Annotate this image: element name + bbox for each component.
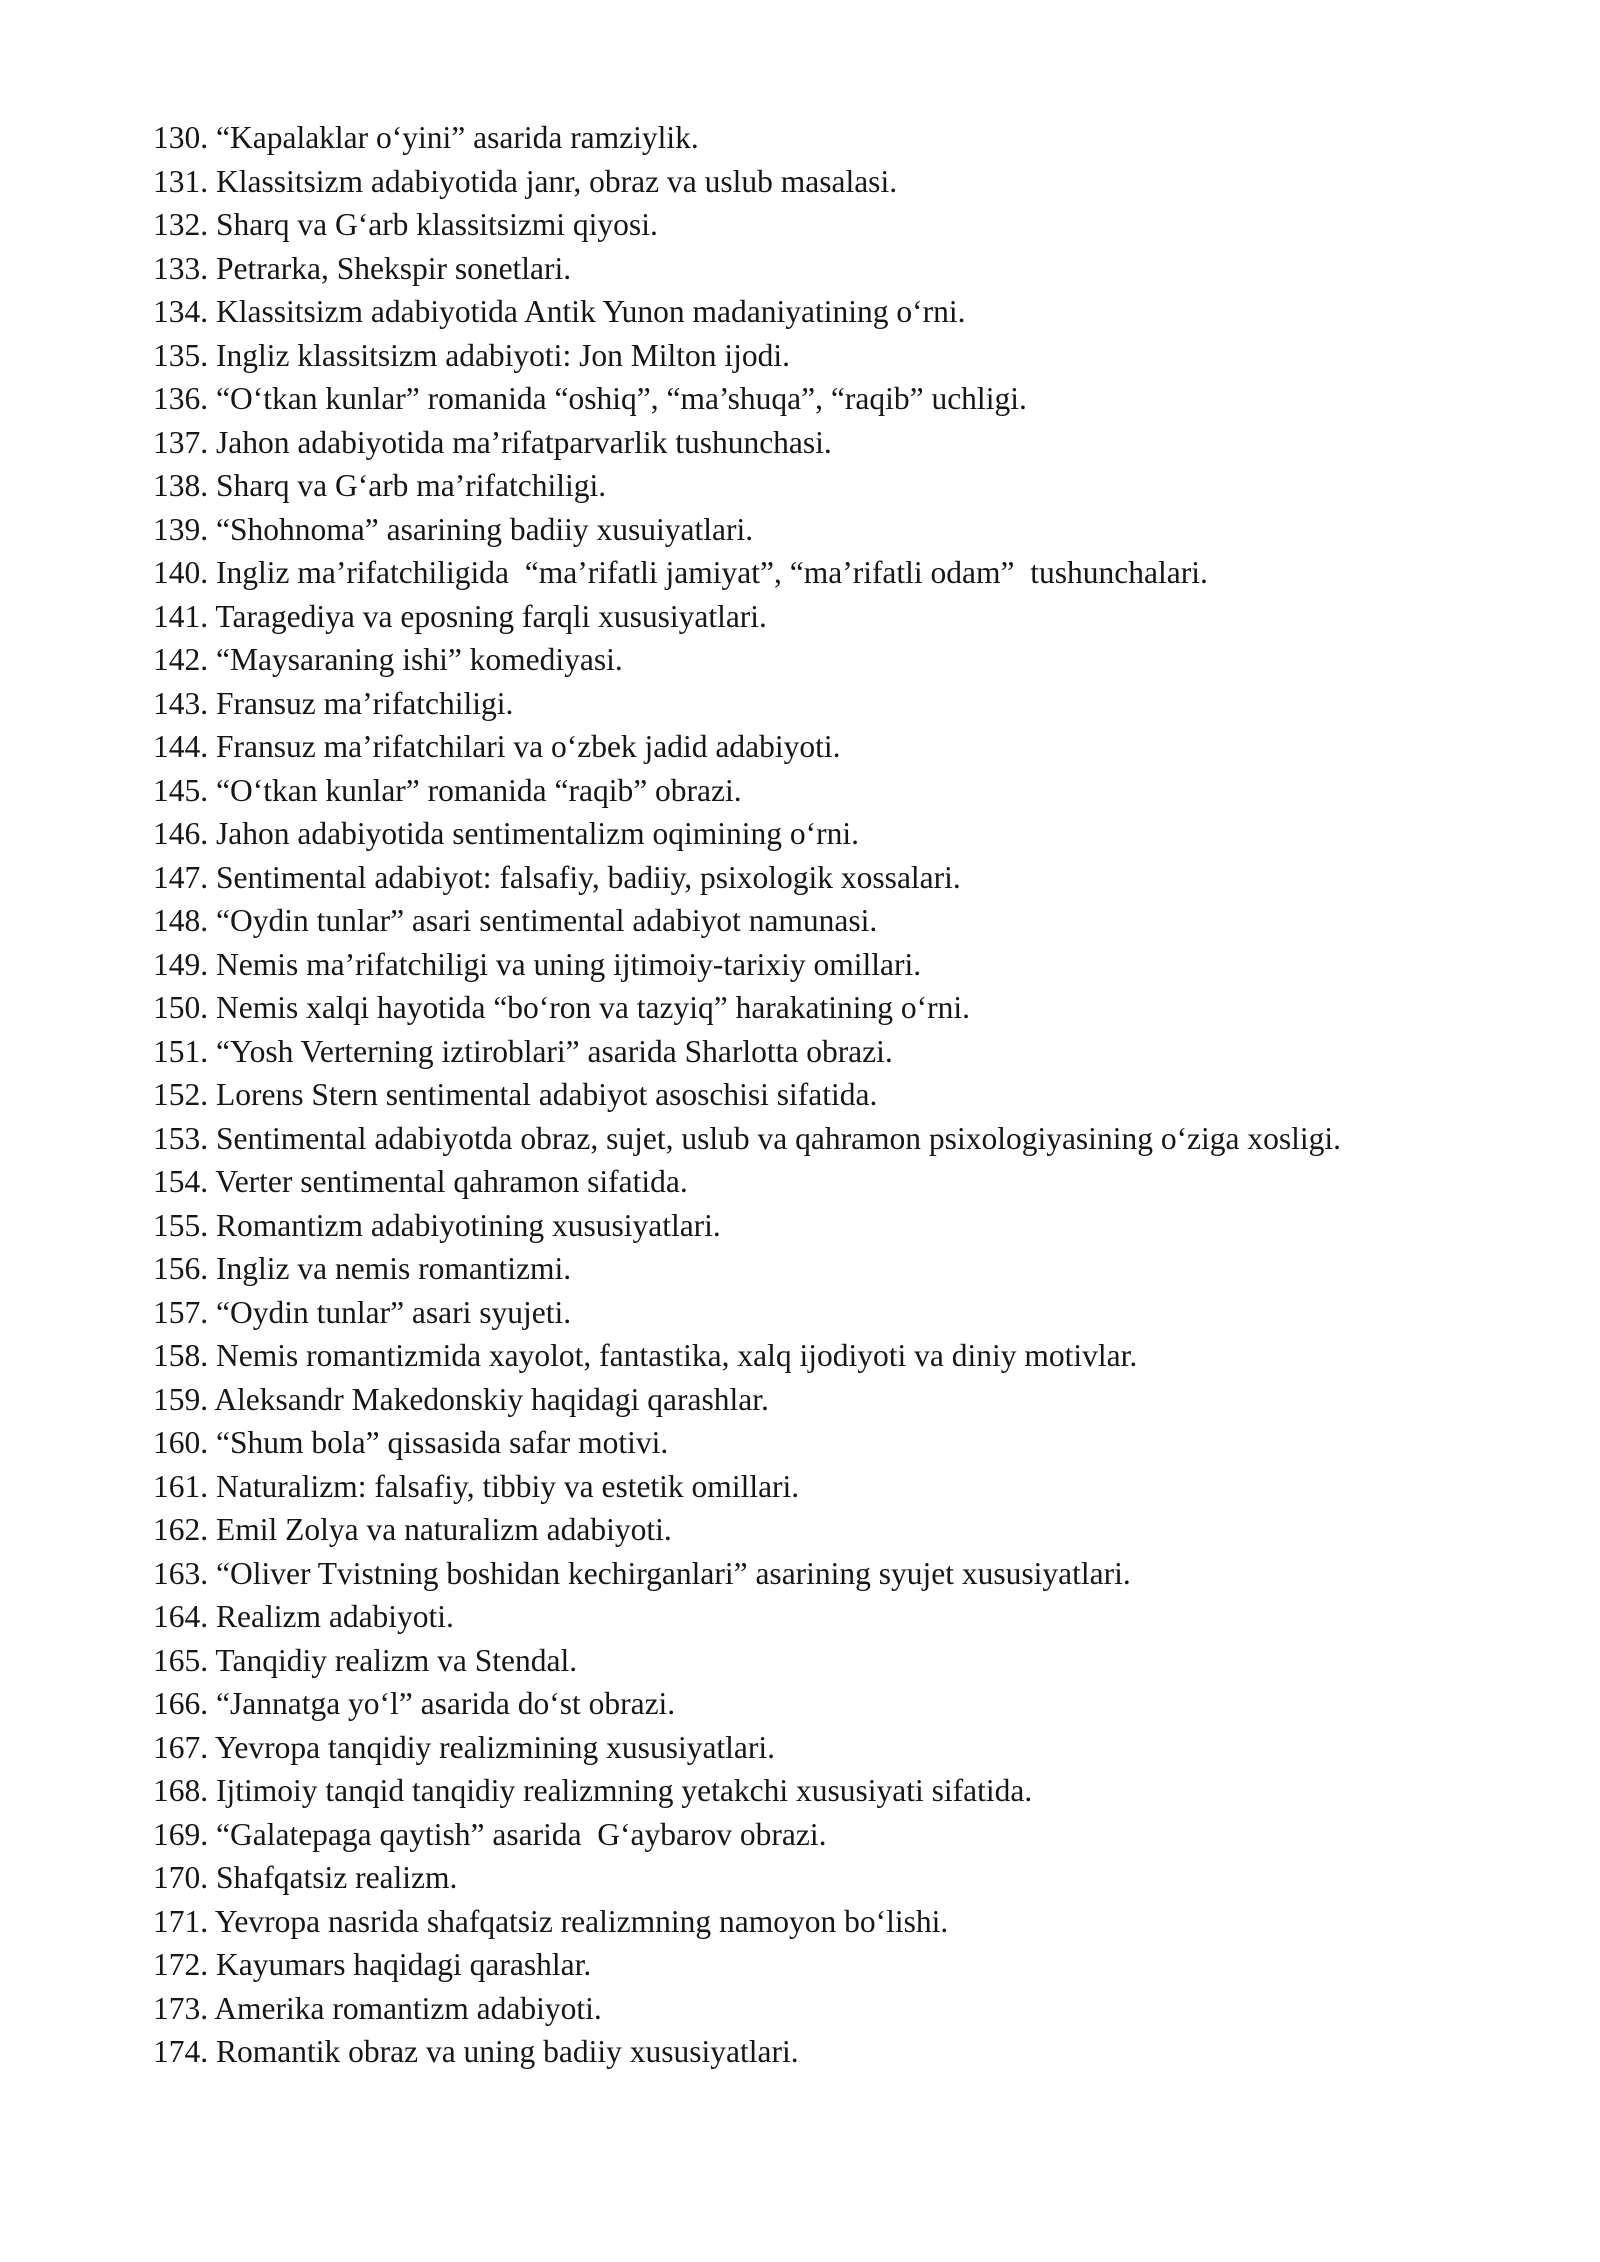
list-item: 157. “Oydin tunlar” asari syujeti. bbox=[153, 1294, 572, 1330]
list-item: 149. Nemis ma’rifatchiligi va uning ijtimoiy-tarixiy omillari. bbox=[153, 946, 922, 982]
list-item: 166. “Jannatga yo‘l” asarida do‘st obrazi. bbox=[153, 1686, 676, 1721]
list-item: 148. “Oydin tunlar” asari sentimental adabiyot namunasi. bbox=[153, 903, 878, 938]
list-item: 132. Sharq va G‘arb klassitsizmi qiyosi. bbox=[153, 207, 658, 242]
list-item: 162. Emil Zolya va naturalizm adabiyoti. bbox=[153, 1512, 672, 1547]
list-item: 137. Jahon adabiyotida ma’rifatparvarlik tushunchasi. bbox=[153, 424, 832, 460]
list-item: 171. Yevropa nasrida shafqatsiz realizmning namoyon bo‘lishi. bbox=[153, 1903, 949, 1939]
list-item: 130. “Kapalaklar o‘yini” asarida ramziylik. bbox=[153, 120, 699, 155]
list-item: 159. Aleksandr Makedonskiy haqidagi qarashlar. bbox=[153, 1381, 769, 1417]
list-item: 170. Shafqatsiz realizm. bbox=[153, 1860, 458, 1895]
list-item: 155. Romantizm adabiyotining xususiyatlari. bbox=[153, 1207, 721, 1243]
list-item: 142. “Maysaraning ishi” komediyasi. bbox=[153, 642, 623, 677]
list-item: 160. “Shum bola” qissasida safar motivi. bbox=[153, 1425, 669, 1460]
question-list bbox=[153, 116, 1463, 2074]
list-item: 133. Petrarka, Shekspir sonetlari. bbox=[153, 250, 572, 286]
list-item: 153. Sentimental adabiyotda obraz, sujet, uslub va qahramon psixologiyasining o‘ziga xosligi. bbox=[153, 1120, 1342, 1156]
list-item: 138. Sharq va G‘arb ma’rifatchiligi. bbox=[153, 468, 607, 503]
list-item: 152. Lorens Stern sentimental adabiyot asoschisi sifatida. bbox=[153, 1077, 878, 1112]
list-item: 150. Nemis xalqi hayotida “bo‘ron va tazyiq” harakatining o‘rni. bbox=[153, 990, 971, 1025]
list-item: 134. Klassitsizm adabiyotida Antik Yunon madaniyatining o‘rni. bbox=[153, 294, 966, 329]
list-item: 164. Realizm adabiyoti. bbox=[153, 1599, 454, 1634]
list-item: 168. Ijtimoiy tanqid tanqidiy realizmning yetakchi xususiyati sifatida. bbox=[153, 1773, 1033, 1808]
list-item: 135. Ingliz klassitsizm adabiyoti: Jon Milton ijodi. bbox=[153, 337, 790, 373]
list-item: 163. “Oliver Tvistning boshidan kechirganlari” asarining syujet xususiyatlari. bbox=[153, 1555, 1131, 1591]
list-item: 169. “Galatepaga qaytish” asarida G‘aybarov obrazi. bbox=[153, 1816, 827, 1852]
list-item: 146. Jahon adabiyotida sentimentalizm oqimining o‘rni. bbox=[153, 816, 859, 851]
list-item: 158. Nemis romantizmida xayolot, fantastika, xalq ijodiyoti va diniy motivlar. bbox=[153, 1338, 1138, 1373]
list-item: 147. Sentimental adabiyot: falsafiy, badiiy, psixologik xossalari. bbox=[153, 859, 961, 895]
list-item: 145. “O‘tkan kunlar” romanida “raqib” obrazi. bbox=[153, 772, 742, 808]
list-item: 139. “Shohnoma” asarining badiiy xusuiyatlari. bbox=[153, 511, 754, 547]
list-item: 167. Yevropa tanqidiy realizmining xususiyatlari. bbox=[153, 1729, 776, 1765]
list-item: 151. “Yosh Verterning iztiroblari” asarida Sharlotta obrazi. bbox=[153, 1033, 893, 1069]
list-item: 172. Kayumars haqidagi qarashlar. bbox=[153, 1947, 592, 1982]
list-item: 131. Klassitsizm adabiyotida janr, obraz va uslub masalasi. bbox=[153, 163, 898, 199]
list-item: 174. Romantik obraz va uning badiiy xususiyatlari. bbox=[153, 2034, 799, 2069]
list-item: 173. Amerika romantizm adabiyoti. bbox=[153, 1990, 602, 2026]
list-item: 161. Naturalizm: falsafiy, tibbiy va estetik omillari. bbox=[153, 1468, 800, 1504]
list-item: 143. Fransuz ma’rifatchiligi. bbox=[153, 685, 514, 721]
list-item: 136. “O‘tkan kunlar” romanida “oshiq”, “ma’shuqa”, “raqib” uchligi. bbox=[153, 381, 1027, 416]
list-item: 144. Fransuz ma’rifatchilari va o‘zbek jadid adabiyoti. bbox=[153, 729, 841, 764]
list-item: 141. Taragediya va eposning farqli xususiyatlari. bbox=[153, 598, 767, 634]
list-item: 165. Tanqidiy realizm va Stendal. bbox=[153, 1642, 578, 1678]
list-item: 140. Ingliz ma’rifatchiligida “ma’rifatli jamiyat”, “ma’rifatli odam” tushunchalari. bbox=[153, 555, 1208, 590]
list-item: 154. Verter sentimental qahramon sifatida. bbox=[153, 1164, 688, 1199]
list-item: 156. Ingliz va nemis romantizmi. bbox=[153, 1251, 572, 1286]
